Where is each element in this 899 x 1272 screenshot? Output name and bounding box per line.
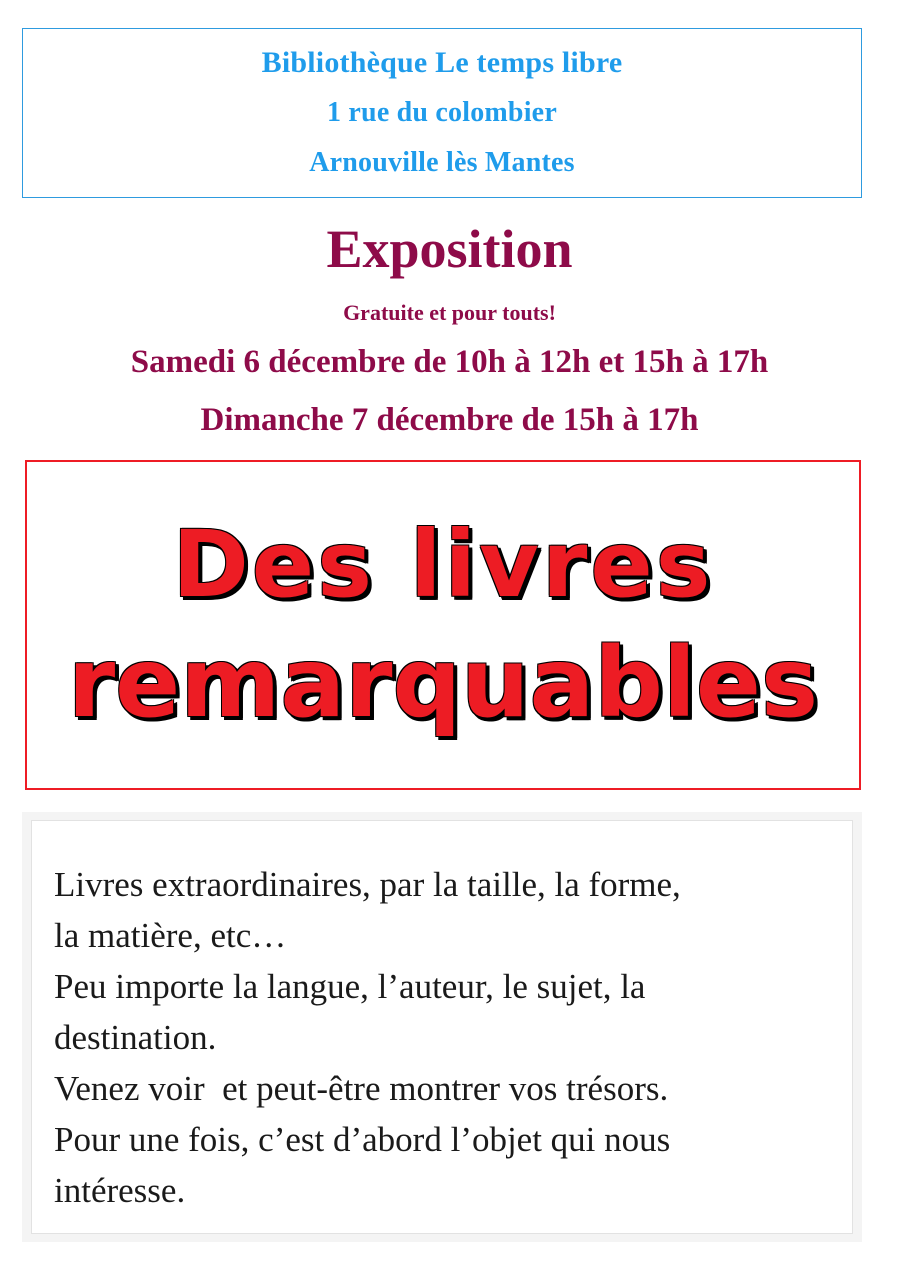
banner-title-line-1: Des livres xyxy=(172,511,714,618)
description-line-3: Peu importe la langue, l’auteur, le sujet, la xyxy=(54,967,646,1006)
library-info-box xyxy=(22,28,862,198)
description-line-2: la matière, etc… xyxy=(54,916,287,955)
description-line-1: Livres extraordinaires, par la taille, la forme, xyxy=(54,865,681,904)
page-title: Exposition xyxy=(326,219,573,279)
event-date-saturday: Samedi 6 décembre de 10h à 12h et 15h à 17h xyxy=(130,344,769,380)
description-box xyxy=(31,820,853,1234)
library-street: 1 rue du colombier xyxy=(327,97,557,128)
description-line-4: destination. xyxy=(54,1018,217,1057)
library-name: Bibliothèque Le temps libre xyxy=(261,46,623,79)
event-subtitle: Gratuite et pour touts! xyxy=(343,300,556,325)
library-city: Arnouville lès Mantes xyxy=(309,147,575,178)
description-line-5: Venez voir et peut-être montrer vos trésors. xyxy=(54,1069,669,1108)
banner-title-line-2: remarquables xyxy=(67,627,819,739)
exhibition-banner xyxy=(25,460,861,790)
description-line-7: intéresse. xyxy=(54,1171,186,1210)
event-date-sunday: Dimanche 7 décembre de 15h à 17h xyxy=(200,402,699,438)
description-line-6: Pour une fois, c’est d’abord l’objet qui nous xyxy=(54,1120,671,1159)
